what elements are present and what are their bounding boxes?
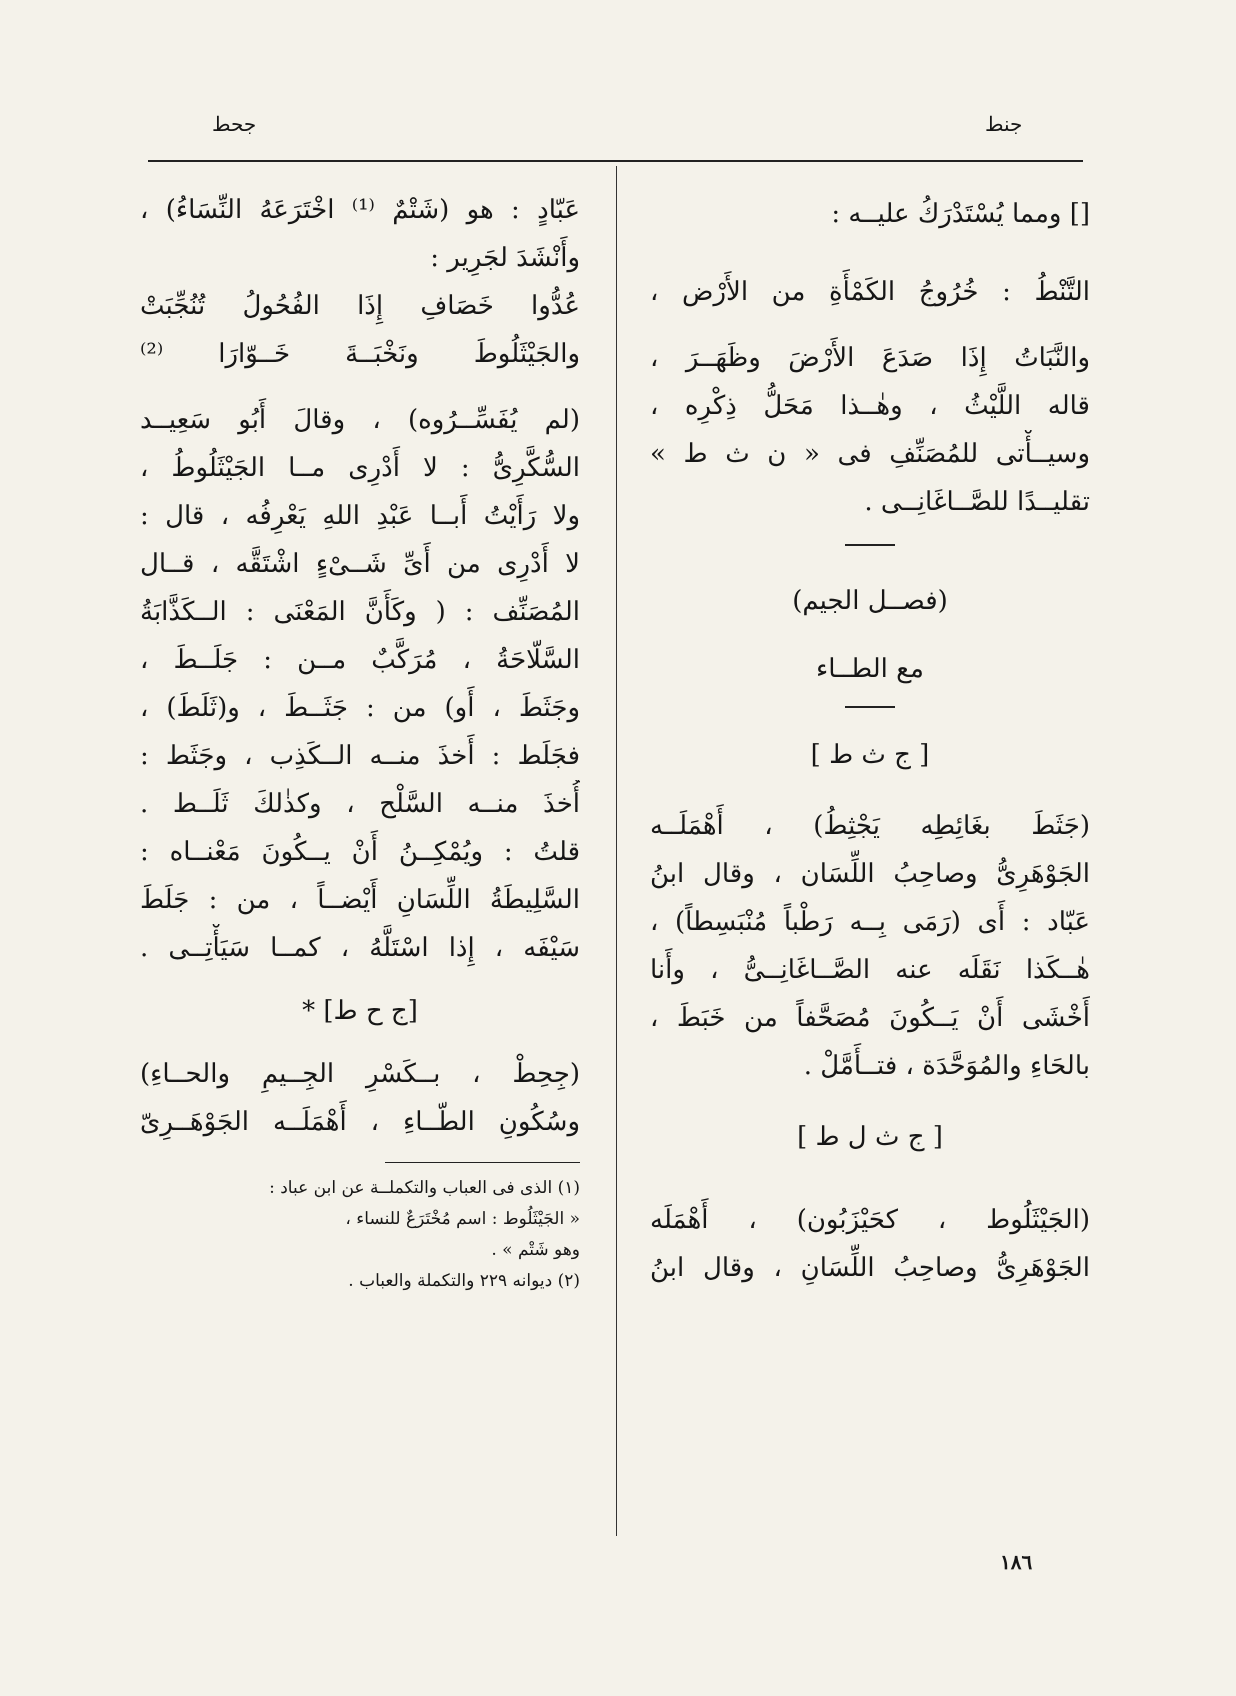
right-column (650, 190, 1090, 1292)
body-line: (لم يُفَسِّــرُوه) ، وقالَ أَبُو سَعِيــد (140, 405, 580, 435)
entry-heading: [ ج ث ل ط ] (797, 1122, 943, 1152)
footnote-line: (١) الذى فى العباب والتكملــة عن ابن عباد : (269, 1178, 580, 1198)
body-line: فجَلَط : أَخذَ منــه الــكَذِب ، وجَثَط : (140, 741, 580, 771)
entry-heading: [ج ح ط] * (302, 996, 418, 1026)
body-line: لا أَدْرِى من أَىِّ شَــىْءٍ اشْتَقَّه ، قــال (140, 549, 580, 579)
verse-line: عُدُّوا خَصَافِ إِذَا الفُحُولُ تُنُجِّبَتْ (140, 291, 580, 321)
body-line: والنَّبَاتُ إِذَا صَدَعَ الأَرْضَ وظَهَــرَ ، (650, 343, 1090, 373)
intro-line: [] ومما يُسْتَدْرَكُ عليــه : (831, 199, 1090, 229)
header-rule (148, 160, 1083, 162)
running-head-left: جحط (212, 112, 257, 136)
body-line: عَبّاد : أَى (رَمَى بِــه رَطْباً مُنْبَسِطاً) ، (650, 907, 1090, 937)
body-line: تقليــدًا للصَّــاغَانِــى . (864, 487, 1090, 517)
section-rule (845, 706, 895, 708)
body-line: (جِحِطْ ، بــكَسْرِ الجِــيمِ والحــاءِ) (140, 1059, 580, 1089)
body-line: سَيْفَه ، إِذا اسْتَلَّهُ ، كمــا سَيَأْتِــى . (140, 933, 580, 963)
body-line: المُصَنِّف : ( وكَأَنَّ المَعْنَى : الــكَذَّابَةُ (140, 597, 580, 627)
section-heading: (فصــل الجيم) (792, 586, 948, 616)
running-head-right: جنط (985, 112, 1023, 136)
left-column (140, 186, 580, 1297)
body-line: أُخذَ منــه السَّلْح ، وكذٰلكَ ثَلَــط . (140, 789, 580, 819)
section-subheading: مع الطــاء (816, 654, 924, 684)
body-line: (الجَيْثَلُوط ، كحَيْزَبُون) ، أَهْمَلَه (650, 1205, 1090, 1235)
entry-heading: [ ج ث ط ] (810, 740, 930, 770)
body-line: وجَثَطَ ، أَو) من : جَثَــطَ ، و(ثَلَطَ) ، (140, 693, 580, 723)
footnote-rule (385, 1162, 580, 1163)
body-line: وسيــأْتى للمُصَنِّفِ فى « ن ث ط » (650, 439, 1090, 469)
body-line: هٰــكَذا نَقَلَه عنه الصَّــاغَانِــىُّ ، وأَنا (650, 955, 1090, 985)
body-line: (جَثَطَ بغَائِطِه يَجْثِطُ) ، أَهْمَلَــه (650, 811, 1090, 841)
body-line: قلتُ : ويُمْكِــنُ أَنْ يــكُونَ مَعْنــاه : (140, 837, 580, 867)
body-line: التَّنْطُ : خُرُوجُ الكَمْأَةِ من الأَرْض ، (650, 277, 1090, 307)
body-line: السُّكَّرِىُّ : لا أَدْرِى مــا الجَيْثَلُوطُ ، (140, 453, 580, 483)
body-line: ولا رَأَيْتُ أَبــا عَبْدِ اللهِ يَعْرِفُه ، قال : (140, 501, 580, 531)
page-number: ١٨٦ (1000, 1550, 1033, 1574)
verse-line: والجَيْثَلُوطَ ونَخْبَــةَ خَــوّارَا ⁽²⁾ (140, 339, 580, 369)
body-line: وأَنْشَدَ لجَرِير : (430, 243, 580, 273)
body-line: بالحَاءِ والمُوَحَّدَة ، فتــأَمَّلْ . (803, 1051, 1090, 1081)
body-line: الجَوْهَرِىُّ وصاحِبُ اللِّسَان ، وقال ابنُ (650, 859, 1090, 889)
body-line: عَبّادٍ : هو (شَتْمٌ ⁽¹⁾ اخْتَرَعَهُ النِّسَاءُ) ، (140, 195, 580, 225)
body-line: قاله اللَّيْثُ ، وهٰــذا مَحَلُّ ذِكْرِه ، (650, 391, 1090, 421)
footnote-line: وهو شَتْم » . (491, 1240, 580, 1260)
section-rule (845, 544, 895, 546)
column-divider (616, 166, 617, 1536)
footnote-line: « الجَيْثَلُوط : اسم مُخْتَرَعٌ للنساء ، (345, 1209, 580, 1229)
body-line: وسُكُونِ الطّــاءِ ، أَهْمَلَــه الجَوْهَــرِىّ (140, 1107, 580, 1137)
body-line: الجَوْهَرِىُّ وصاحِبُ اللِّسَانِ ، وقال ابنُ (650, 1253, 1090, 1283)
footnote-line: (٢) ديوانه ٢٢٩ والتكملة والعباب . (348, 1271, 580, 1291)
body-line: السَّلّاحَةُ ، مُرَكَّبٌ مــن : جَلَــطَ ، (140, 645, 580, 675)
body-line: أَخْشَى أَنْ يَــكُونَ مُصَحَّفاً من خَبَطَ ، (650, 1003, 1090, 1033)
body-line: السَّلِيطَةُ اللِّسَانِ أَيْضــاً ، من : جَلَطَ (140, 885, 580, 915)
